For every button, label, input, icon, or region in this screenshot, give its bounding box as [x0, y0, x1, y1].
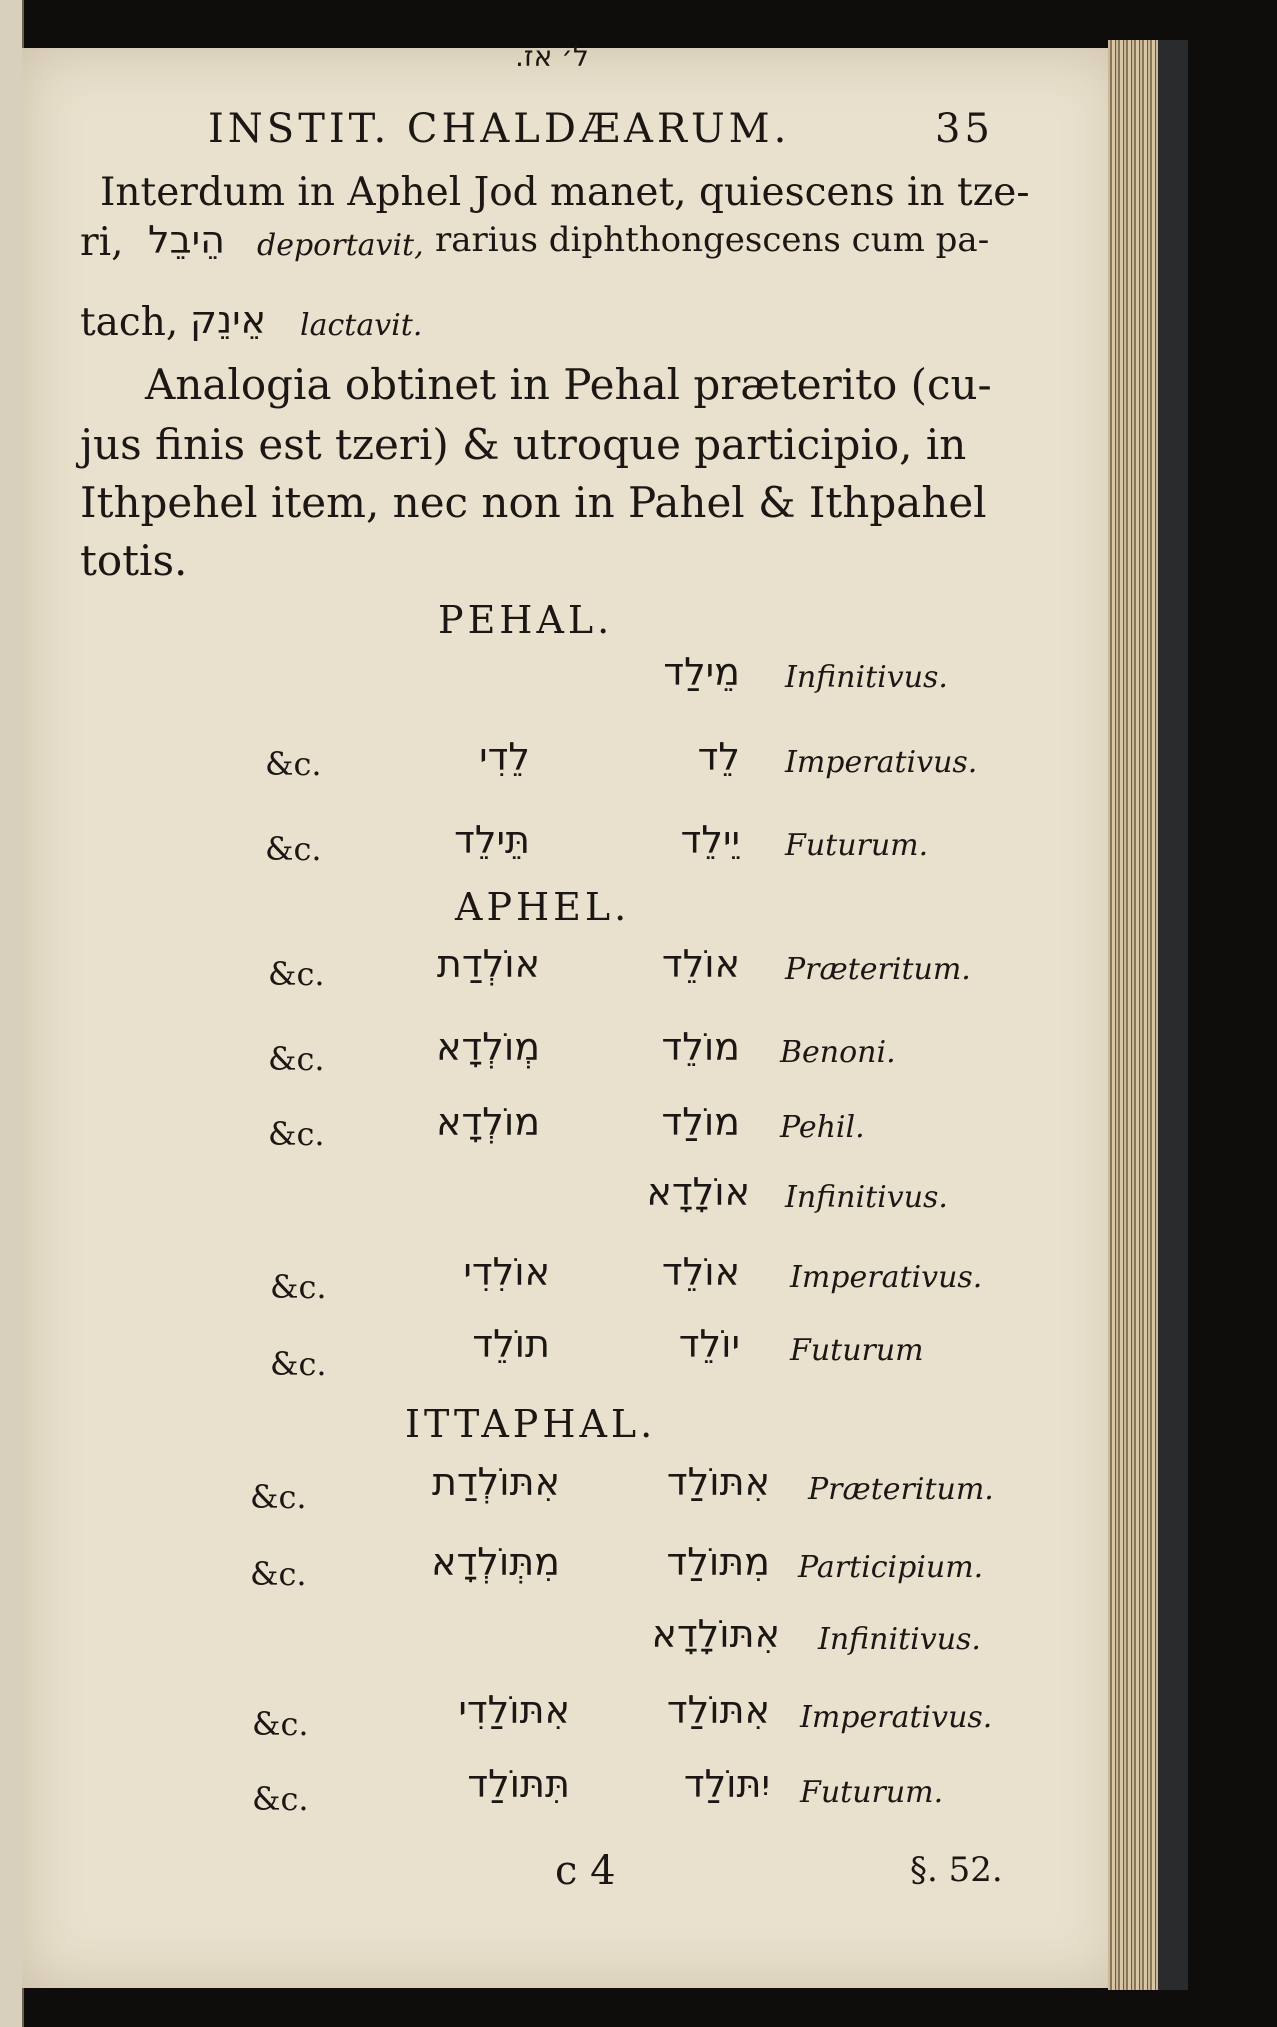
para1-latin-gloss: deportavit, [257, 228, 424, 263]
conj-form: יֵילֵד [680, 818, 740, 862]
para1-latin-gloss-2: lactavit. [300, 308, 423, 343]
conj-label: Pehil. [780, 1110, 865, 1145]
etc-mark: &c. [268, 1115, 325, 1153]
para2-line3: Ithpehel item, nec non in Pahel & Ithpahel [80, 478, 987, 527]
conj-label: Benoni. [780, 1035, 896, 1070]
para1-hebrew-word: הֵיבֵל [148, 218, 225, 262]
para1-line2-start: ri, [80, 220, 124, 265]
conj-label: Infinitivus. [785, 660, 948, 695]
book-page [22, 48, 1122, 1988]
conj-form-plural: תִּתּוֹלַד [467, 1762, 570, 1806]
conj-label: Futurum. [800, 1775, 944, 1810]
etc-mark: &c. [268, 1040, 325, 1078]
etc-mark: &c. [252, 1705, 309, 1743]
conj-form: מוֹלֵד [661, 1025, 740, 1069]
conj-form: אִתּוֹלָדָא [651, 1612, 780, 1656]
section-title-ittaphal: ITTAPHAL. [405, 1402, 657, 1446]
book-cover [1158, 40, 1188, 1990]
para2-line4: totis. [80, 536, 188, 585]
conj-form: אוֹלָדָא [646, 1170, 750, 1214]
header-marker: ל׳ אז. [515, 40, 589, 73]
conj-form-plural: מִתְּוֹלְדָא [431, 1540, 560, 1584]
conj-form-plural: מוֹלְדָא [436, 1100, 540, 1144]
page-edges [1108, 40, 1158, 1990]
conj-form: אִתּוֹלַד [666, 1688, 770, 1732]
etc-mark: &c. [265, 830, 322, 868]
conj-form: יוֹלֵד [678, 1322, 740, 1366]
conj-form: לֵד [697, 735, 740, 779]
conj-form: מֵילַד [663, 650, 740, 694]
conj-label: Præteritum. [808, 1472, 994, 1507]
etc-mark: &c. [252, 1780, 309, 1818]
conj-form-plural: אִתּוֹלַדִי [458, 1688, 570, 1732]
signature-mark: c 4 [555, 1848, 616, 1894]
para2-line1: Analogia obtinet in Pehal præterito (cu- [145, 360, 992, 409]
para1-hebrew-word-2: אֵינֵק [190, 298, 267, 342]
catchword: §. 52. [910, 1850, 1003, 1890]
conj-form: אוֹלֵד [661, 1250, 740, 1294]
section-title-aphel: APHEL. [455, 885, 631, 929]
left-page-edge [0, 0, 24, 2027]
conj-form-plural: לֵדִי [479, 735, 530, 779]
conj-form-plural: תֵּילֵד [454, 818, 530, 862]
conj-form: מִתּוֹלַד [666, 1540, 770, 1584]
etc-mark: &c. [250, 1478, 307, 1516]
conj-form-plural: אוֹלִדִי [463, 1250, 550, 1294]
conj-form-plural: אִתּוֹלְדַת [431, 1460, 560, 1504]
conj-form-plural: תוֹלֵד [472, 1322, 550, 1366]
etc-mark: &c. [250, 1555, 307, 1593]
conj-form: מוֹלַד [661, 1100, 740, 1144]
conj-form-plural: אוֹלְדַת [436, 942, 540, 986]
conj-label: Infinitivus. [818, 1622, 981, 1657]
conj-label: Imperativus. [790, 1260, 983, 1295]
conj-form: אִתּוֹלַד [666, 1460, 770, 1504]
conj-form-plural: מְוֹלְדָא [436, 1025, 540, 1069]
para2-line2: jus finis est tzeri) & utroque participio, in [80, 420, 967, 469]
etc-mark: &c. [270, 1268, 327, 1306]
conj-label: Infinitivus. [785, 1180, 948, 1215]
conj-label: Futurum [790, 1333, 924, 1368]
para1-line3-start: tach, [80, 300, 179, 345]
page-number: 35 [935, 106, 994, 152]
section-title-pehal: PEHAL. [438, 598, 614, 642]
conj-label: Participium. [798, 1550, 984, 1585]
para1-line1: Interdum in Aphel Jod manet, quiescens in tze- [100, 170, 1030, 215]
para1-line2-end: rarius diphthongescens cum pa- [435, 220, 990, 260]
running-title: INSTIT. CHALDÆARUM. [208, 106, 791, 152]
conj-label: Præteritum. [785, 952, 971, 987]
conj-label: Imperativus. [785, 745, 978, 780]
conj-form: יִתּוֹלַד [683, 1762, 770, 1806]
conj-label: Futurum. [785, 828, 929, 863]
etc-mark: &c. [265, 745, 322, 783]
conj-form: אוֹלֵד [661, 942, 740, 986]
etc-mark: &c. [268, 955, 325, 993]
etc-mark: &c. [270, 1345, 327, 1383]
conj-label: Imperativus. [800, 1700, 993, 1735]
